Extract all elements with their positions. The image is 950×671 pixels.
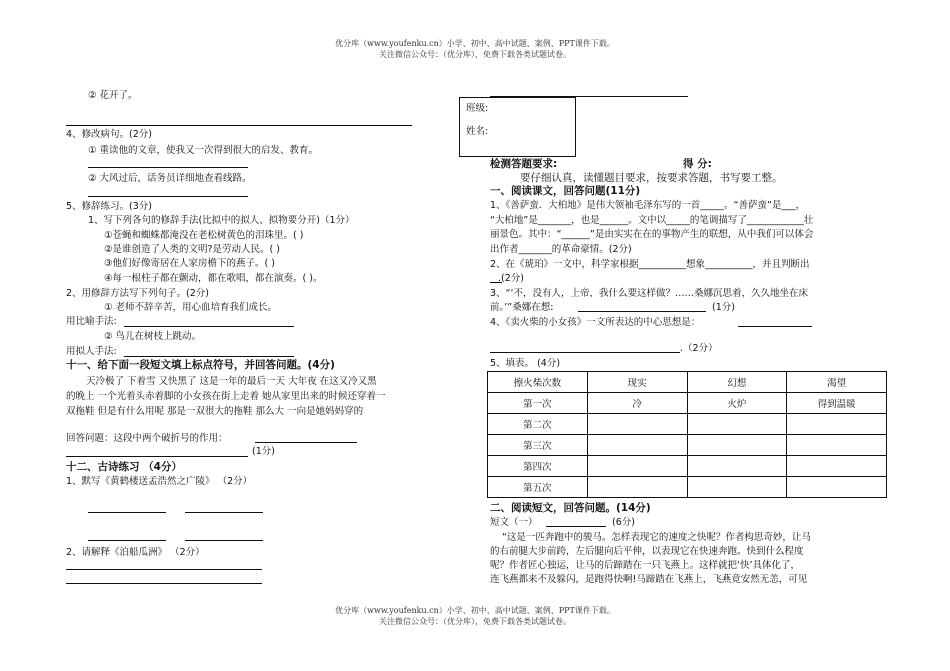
table-row-label: 第二次 xyxy=(488,414,588,435)
r4-line-a: 4、《卖火柴的小女孩》一文所表达的中心思想是： xyxy=(490,317,701,328)
answer-line[interactable] xyxy=(185,512,263,513)
table-cell[interactable] xyxy=(587,414,687,435)
answer-line[interactable] xyxy=(88,167,248,168)
table-cell[interactable] xyxy=(687,414,787,435)
r1-line-a: 1、《善萨蛮．大柏地》是伟大领袖毛泽东写的一首_____。“善萨蛮”是___， xyxy=(490,200,806,211)
q4-sentence-1: ① 重读他的文章，使我又一次得到很大的启发、教育。 xyxy=(88,145,319,156)
s12-1: 1、默写《黄鹤楼送孟浩然之广陵》 （2分） xyxy=(66,476,253,487)
s11-score: (1分) xyxy=(252,446,275,457)
class-label: 班级: xyxy=(466,103,489,114)
short-text-line-3: 呢？作者匠心独运，让马的后蹄踏在一只飞燕上。这样就把‘快’具体化了， xyxy=(490,560,801,571)
footer-line-2: 关注微信公众号：（优分库），免费下载各类试题试卷。 xyxy=(379,617,571,626)
answer-line[interactable] xyxy=(578,311,706,312)
q5-2-a-label: 用比喻手法: xyxy=(66,316,117,327)
r1-line-b: “大柏地”是_______，也是______。文中以_____的笔调描写了____________壮 xyxy=(490,215,814,226)
q5-2-b: ② 鸟儿在树枝上跳动。 xyxy=(104,331,202,342)
section-1-title: 一、阅读课文，回答问题(11分) xyxy=(490,185,641,197)
table-header-cell: 擦火柴次数 xyxy=(488,372,588,393)
score-label: 得 分: xyxy=(683,158,712,170)
r5-title: 5、填表。 (4分) xyxy=(490,358,561,369)
q5-1-b: ②是谁创造了人类的文明?是劳动人民。( ) xyxy=(104,244,280,255)
q5-2-title: 2、用修辞方法写下列句子。(2分) xyxy=(66,288,210,299)
table-cell: 火炉 xyxy=(687,393,787,414)
r2-line-b: .(2分) xyxy=(498,273,524,284)
table-row-label: 第五次 xyxy=(488,477,588,498)
answer-line[interactable] xyxy=(546,526,606,527)
fill-table xyxy=(487,371,887,498)
header-line-1: 优分库（www.youfenku.cn）小学、初中、高中试题、案例、PPT课件下载。 xyxy=(335,39,615,48)
q5-2-a: ① 老师不辞辛苦，用心血培育我们成长。 xyxy=(104,302,278,313)
table-header-cell: 渴望 xyxy=(787,372,887,393)
r1-line-d: 出作者_______的革命豪情。(2分) xyxy=(490,244,632,255)
answer-line[interactable] xyxy=(185,540,263,541)
r2-line-a: 2、在《琥珀》一文中，科学家根据__________想象__________，并且判断出 xyxy=(490,259,810,270)
short-text-line-1: “这是一匹奔跑中的骏马。怎样表现它的速度之快呢？作者构思奇妙，让马 xyxy=(502,532,811,543)
table-header-row xyxy=(488,372,887,393)
r3-line-a: 3、“‘不，没有人，上帝，我什么要这样做？……桑娜沉思着，久久地坐在床 xyxy=(490,288,808,299)
section-12-title: 十二、古诗练习 （4分） xyxy=(66,461,182,473)
student-info-box xyxy=(459,97,576,157)
item-flower: ② 花开了。 xyxy=(88,90,138,101)
table-header-cell: 现实 xyxy=(587,372,687,393)
short-text-line-2: 的右前腿大步前跨，左后腿向后平伸，以表现它在快速奔跑。快到什么程度 xyxy=(490,546,804,557)
q4-title: 4、修改病句。(2分) xyxy=(66,129,153,140)
section-2-title: 二、阅读短文，回答问题。(14分) xyxy=(490,502,651,514)
section-11-title: 十一、给下面一段短文填上标点符号，并回答问题。(4分) xyxy=(66,359,335,371)
table-cell: 冷 xyxy=(587,393,687,414)
requirements-text: 要仔细认真，读懂题目要求，按要求答题，书写要工整。 xyxy=(520,172,783,184)
r3-line-b: 前。’”桑娜在想: xyxy=(490,302,554,313)
q4-sentence-2: ② 大风过后，话务员详细地查看线路。 xyxy=(88,173,252,184)
table-cell[interactable] xyxy=(687,456,787,477)
q5-1-d: ④每一根柱子都在颤动，都在歌唱，都在演奏。( )。 xyxy=(104,273,323,284)
q5-1-title: 1、写下列各句的修辞手法(比拟中的拟人、拟物要分开)（1分） xyxy=(88,215,355,226)
table-cell[interactable] xyxy=(687,435,787,456)
answer-line[interactable] xyxy=(124,326,294,327)
table-cell: 得到温暖 xyxy=(787,393,887,414)
short-text-line-4: 连飞燕都来不及躲闪，是跑得快啊!马蹄踏在飞燕上，飞燕竟安然无恙，可见 xyxy=(490,574,808,585)
s11-question: 回答问题：这段中两个破折号的作用： xyxy=(66,433,228,444)
table-row-label: 第一次 xyxy=(488,393,588,414)
table-cell[interactable] xyxy=(587,477,687,498)
name-label: 姓名: xyxy=(466,126,489,137)
s11-passage-line-3: 双拖鞋 但是有什么用呢 那是一双很大的拖鞋 那么大 一向是她妈妈穿的 xyxy=(66,406,364,417)
answer-line[interactable] xyxy=(124,356,294,357)
answer-line[interactable] xyxy=(66,583,262,584)
answer-line[interactable] xyxy=(490,352,680,353)
footer-line-1: 优分库（www.youfenku.cn）小学、初中、高中试题、案例、PPT课件下载。 xyxy=(335,606,615,615)
q5-1-c: ③他们好像寄居在人家房檐下的燕子。( ) xyxy=(104,258,275,269)
q5-2-b-label: 用拟人手法: xyxy=(66,346,117,357)
table-cell[interactable] xyxy=(787,456,887,477)
table-cell[interactable] xyxy=(687,477,787,498)
table-cell[interactable] xyxy=(787,435,887,456)
table-row xyxy=(488,435,887,456)
table-row-label: 第四次 xyxy=(488,456,588,477)
table-row xyxy=(488,477,887,498)
table-row xyxy=(488,456,887,477)
table-cell[interactable] xyxy=(787,477,887,498)
table-row xyxy=(488,393,887,414)
table-header-cell: 幻想 xyxy=(687,372,787,393)
s11-passage-line-2: 的晚上 一个光着头赤着脚的小女孩在街上走着 她从家里出来的时候还穿着一 xyxy=(66,391,386,402)
q5-1-a: ①苍蝇和蜘蛛都淹没在老松树黄色的泪珠里。( ) xyxy=(104,230,304,241)
r3-score: (1分) xyxy=(712,302,735,313)
table-cell[interactable] xyxy=(787,414,887,435)
answer-line[interactable] xyxy=(66,569,262,570)
q5-title: 5、修辞练习。(3分) xyxy=(66,201,153,212)
r1-line-c: 丽景色。其中：“______”是由实实在在的事物产生的联想，从中我们可以体会 xyxy=(490,229,814,240)
answer-line[interactable] xyxy=(88,196,248,197)
r4-score: .（2分） xyxy=(680,343,718,354)
answer-line[interactable] xyxy=(66,125,412,126)
table-row-label: 第三次 xyxy=(488,435,588,456)
answer-line[interactable] xyxy=(88,512,166,513)
table-cell[interactable] xyxy=(587,435,687,456)
short-text-1-score: (6分) xyxy=(612,517,635,528)
answer-line[interactable] xyxy=(255,442,357,443)
short-text-1-label: 短文（一） xyxy=(490,517,538,528)
header-line-2: 关注微信公众号：（优分库），免费下载各类试题试卷。 xyxy=(379,50,571,59)
answer-line[interactable] xyxy=(88,540,166,541)
s11-passage-line-1: 天冷极了 下着雪 又快黑了 这是一年的最后一天 大年夜 在这又冷又黑 xyxy=(86,376,377,387)
table-row xyxy=(488,414,887,435)
answer-line[interactable] xyxy=(738,326,812,327)
table-cell[interactable] xyxy=(587,456,687,477)
answer-line[interactable] xyxy=(66,456,248,457)
s12-2: 2、请解释《泊船瓜洲》 （2分） xyxy=(66,547,205,558)
requirements-title: 检测答题要求: xyxy=(490,158,558,170)
